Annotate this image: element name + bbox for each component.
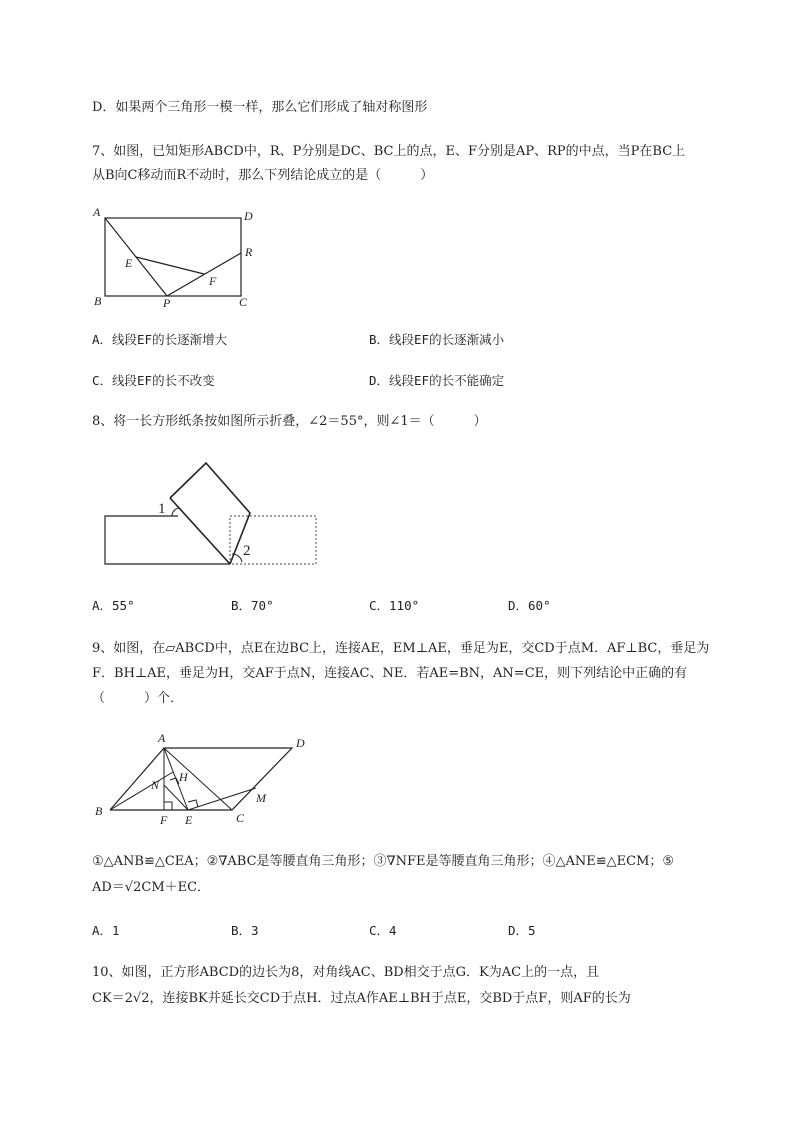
q7-label-p: P <box>163 296 171 310</box>
q7-option-c: C．线段EF的长不改变 <box>92 373 215 388</box>
q8-folded-strip-figure <box>100 458 325 570</box>
q8-option-a: A．55° <box>92 598 135 613</box>
q9-label-c: C <box>236 811 245 825</box>
q8-option-b: B．70° <box>231 598 274 613</box>
q7-label-c: C <box>239 295 248 309</box>
q9-label-d: D <box>296 736 305 750</box>
q7-label-d: D <box>244 209 253 223</box>
q9-option-b: B．3 <box>231 923 259 938</box>
q9-statements-line1: ①△ANB≌△CEA；②∇ABC是等腰直角三角形；③∇NFE是等腰直角三角形；④△ANE≌△ECM；⑤ <box>92 854 675 869</box>
q7-label-b: B <box>94 294 102 308</box>
q9-label-h: H <box>179 770 188 784</box>
q9-stem-line2: F．BH⊥AE，垂足为H，交AF于点N，连接AC、NE．若AE=BN，AN=CE，则下列结论中正确的有 <box>92 666 688 681</box>
q9-option-d: D．5 <box>508 923 536 938</box>
q6-option-d: D．如果两个三角形一模一样，那么它们形成了轴对称图形 <box>92 100 428 115</box>
q8-option-c: C．110° <box>369 598 420 613</box>
q7-stem-line2: 从B向C移动而R不动时，那么下列结论成立的是（ ） <box>92 168 434 183</box>
q9-option-c: C．4 <box>369 923 397 938</box>
q8-angle1-label: 1 <box>158 501 166 517</box>
q9-stem-line1: 9、如图，在▱ABCD中，点E在边BC上，连接AE，EM⊥AE，垂足为E，交CD于点M．AF⊥BC，垂足为 <box>92 641 710 656</box>
q9-stem-line3: （ ）个． <box>92 691 184 706</box>
q7-label-f: F <box>209 274 217 288</box>
q9-label-e: E <box>185 813 193 827</box>
q9-label-b: B <box>95 804 103 818</box>
q9-label-n: N <box>151 778 160 792</box>
q7-option-d: D．线段EF的长不能确定 <box>369 373 505 388</box>
q10-stem-line1: 10、如图，正方形ABCD的边长为8，对角线AC、BD相交于点G．K为AC上的一点，且 <box>92 965 600 980</box>
q8-stem: 8、将一长方形纸条按如图所示折叠，∠2＝55°，则∠1＝（ ） <box>92 414 487 429</box>
q9-label-f: F <box>160 813 168 827</box>
q8-option-d: D．60° <box>508 598 551 613</box>
q9-parallelogram-figure <box>92 728 324 828</box>
q7-option-a: A．线段EF的长逐渐增大 <box>92 332 228 347</box>
q9-option-a: A．1 <box>92 923 120 938</box>
q10-stem-line2: CK＝2√2，连接BK并延长交CD于点H．过点A作AE⊥BH于点E，交BD于点F，则AF的长为 <box>92 991 631 1006</box>
q7-label-a: A <box>93 205 101 219</box>
q7-option-b: B．线段EF的长逐渐减小 <box>369 332 505 347</box>
q7-label-e: E <box>125 256 133 270</box>
q7-label-r: R <box>245 245 253 259</box>
q7-stem-line1: 7、如图，已知矩形ABCD中，R、P分别是DC、BC上的点，E、F分别是AP、RP的中点，当P在BC上 <box>92 144 686 159</box>
q9-statements-line2: AD＝√2CM＋EC． <box>92 880 211 895</box>
q7-rectangle-figure <box>88 204 268 312</box>
q8-angle2-label: 2 <box>243 543 251 559</box>
q9-label-a: A <box>158 731 166 745</box>
q9-label-m: M <box>256 791 266 805</box>
